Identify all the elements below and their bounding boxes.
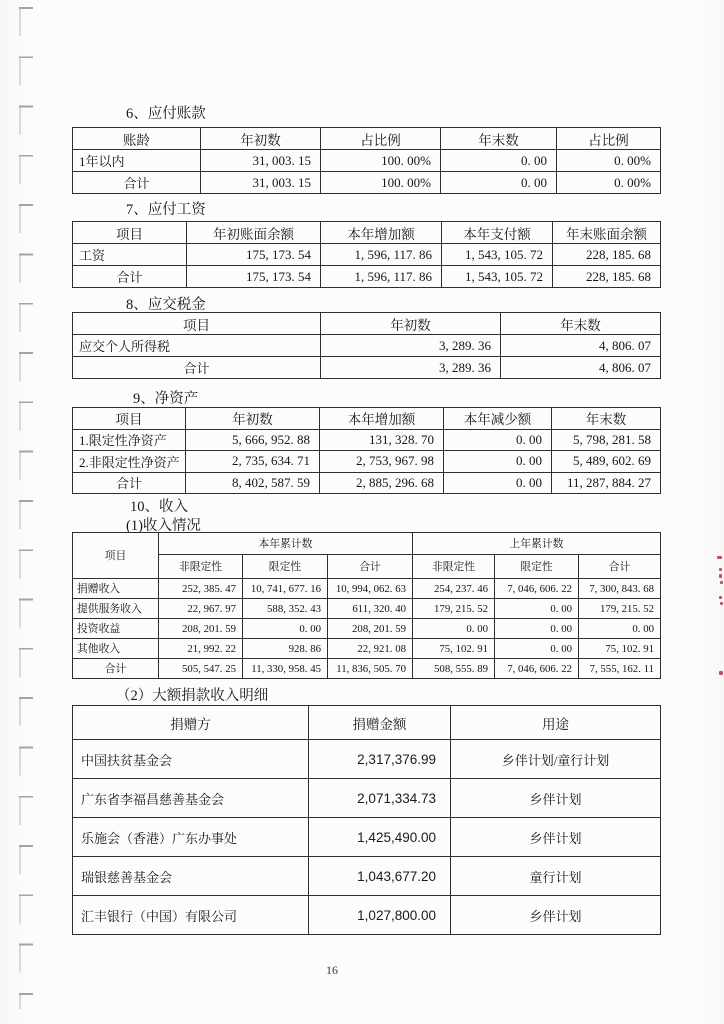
row-label: 合计: [73, 659, 159, 679]
row-label: 应交个人所得税: [73, 335, 321, 357]
table-header-row: [73, 313, 661, 335]
cell-value: 31, 003. 15: [201, 172, 321, 194]
column-header: 项目: [73, 313, 321, 335]
donation-amount: 1,027,800.00: [309, 896, 451, 935]
section-title-income: 10、收入: [130, 499, 188, 515]
red-ink-mark: [719, 574, 722, 578]
cell-value: 31, 003. 15: [201, 150, 321, 172]
table-row: [73, 818, 661, 857]
column-header: 年末数: [552, 408, 661, 430]
cell-value: 254, 237. 46: [413, 579, 495, 599]
donation-purpose: 乡伴计划: [451, 779, 661, 818]
row-label: 1年以内: [73, 150, 201, 172]
red-ink-mark: [720, 602, 723, 605]
row-label: 其他收入: [73, 639, 159, 659]
cell-value: 0. 00: [413, 619, 495, 639]
column-header: 年初数: [321, 313, 501, 335]
column-header: 非限定性: [413, 555, 495, 579]
table-row: [73, 639, 661, 659]
cell-value: 228, 185. 68: [553, 266, 661, 288]
page-number: 16: [326, 963, 338, 977]
table-row: [73, 451, 661, 473]
wages-payable-table: [72, 221, 661, 288]
group-header-current-year: 本年累计数: [159, 533, 413, 555]
red-ink-mark: [719, 568, 722, 571]
cell-value: 7, 555, 162. 11: [579, 659, 661, 679]
table-row: [73, 150, 661, 172]
row-label: 1.限定性净资产: [73, 429, 186, 451]
cell-value: 928. 86: [243, 639, 328, 659]
column-header: 限定性: [243, 555, 328, 579]
table-total-row: [73, 266, 661, 288]
cell-value: 7, 300, 843. 68: [579, 579, 661, 599]
red-ink-mark: [720, 581, 723, 584]
section-title-accounts-payable: 6、应付账款: [126, 106, 206, 122]
cell-value: 0. 00: [441, 150, 557, 172]
column-header: 占比例: [557, 128, 661, 150]
section-title-wages-payable: 7、应付工资: [126, 202, 206, 218]
cell-value: 11, 836, 505. 70: [328, 659, 413, 679]
donation-amount: 2,071,334.73: [309, 779, 451, 818]
cell-value: 5, 798, 281. 58: [552, 429, 661, 451]
cell-value: 75, 102. 91: [413, 639, 495, 659]
row-label: 合计: [73, 472, 186, 494]
net-assets-table: [72, 407, 661, 494]
cell-value: 8, 402, 587. 59: [186, 472, 320, 494]
cell-value: 252, 385. 47: [159, 579, 243, 599]
cell-value: 588, 352. 43: [243, 599, 328, 619]
cell-value: 1, 596, 117. 86: [321, 244, 442, 266]
table-total-row: [73, 172, 661, 194]
cell-value: 0. 00: [243, 619, 328, 639]
column-header: 本年增加额: [321, 222, 442, 244]
red-ink-mark: [719, 596, 722, 599]
column-header: 年末数: [441, 128, 557, 150]
column-header: 账龄: [73, 128, 201, 150]
column-header: 年初账面余额: [187, 222, 321, 244]
column-header: 年初数: [186, 408, 320, 430]
column-header: 年末数: [501, 313, 661, 335]
section-title-net-assets: 9、净资产: [133, 391, 199, 407]
column-header: 非限定性: [159, 555, 243, 579]
table-total-row: [73, 659, 661, 679]
table-header-row: [73, 128, 661, 150]
column-header: 用途: [451, 706, 661, 740]
cell-value: 0. 00: [495, 599, 579, 619]
cell-value: 179, 215. 52: [579, 599, 661, 619]
column-header: 项目: [73, 408, 186, 430]
accounts-payable-table: [72, 127, 661, 194]
section-title-taxes-payable: 8、应交税金: [126, 297, 206, 313]
major-donations-table: [72, 705, 661, 935]
cell-value: 508, 555. 89: [413, 659, 495, 679]
subsection-title-income-detail: (1)收入情况: [126, 518, 201, 534]
cell-value: 0. 00: [495, 639, 579, 659]
cell-value: 7, 046, 606. 22: [495, 579, 579, 599]
donation-purpose: 乡伴计划: [451, 818, 661, 857]
column-header: 合计: [328, 555, 413, 579]
cell-value: 22, 967. 97: [159, 599, 243, 619]
column-header: 年末账面余额: [553, 222, 661, 244]
subsection-title-major-donations: （2）大额捐款收入明细: [116, 688, 269, 704]
table-header-row: [73, 222, 661, 244]
red-ink-mark: [717, 556, 722, 559]
cell-value: 3, 289. 36: [321, 335, 501, 357]
donation-purpose: 乡伴计划: [451, 896, 661, 935]
cell-value: 0. 00%: [557, 150, 661, 172]
column-header: 项目: [73, 222, 187, 244]
cell-value: 0. 00: [444, 472, 552, 494]
column-header: 本年支付额: [442, 222, 553, 244]
cell-value: 11, 330, 958. 45: [243, 659, 328, 679]
donation-purpose: 乡伴计划/童行计划: [451, 740, 661, 779]
donor-name: 乐施会（香港）广东办事处: [73, 818, 309, 857]
donation-amount: 1,425,490.00: [309, 818, 451, 857]
cell-value: 1, 543, 105. 72: [442, 244, 553, 266]
cell-value: 2, 735, 634. 71: [186, 451, 320, 473]
row-label: 合计: [73, 266, 187, 288]
table-row: [73, 579, 661, 599]
cell-value: 11, 287, 884. 27: [552, 472, 661, 494]
cell-value: 5, 489, 602. 69: [552, 451, 661, 473]
row-label: 工资: [73, 244, 187, 266]
donor-name: 汇丰银行（中国）有限公司: [73, 896, 309, 935]
table-row: [73, 599, 661, 619]
donor-name: 瑞银慈善基金会: [73, 857, 309, 896]
cell-value: 0. 00: [441, 172, 557, 194]
cell-value: 100. 00%: [321, 172, 441, 194]
column-header: 占比例: [321, 128, 441, 150]
donation-amount: 2,317,376.99: [309, 740, 451, 779]
cell-value: 0. 00: [495, 619, 579, 639]
row-label: 捐赠收入: [73, 579, 159, 599]
cell-value: 2, 753, 967. 98: [320, 451, 444, 473]
donation-purpose: 童行计划: [451, 857, 661, 896]
corner-header: 项目: [73, 533, 159, 579]
cell-value: 10, 994, 062. 63: [328, 579, 413, 599]
cell-value: 4, 806. 07: [501, 335, 661, 357]
table-subheader-row: [73, 555, 661, 579]
row-label: 合计: [73, 357, 321, 379]
cell-value: 75, 102. 91: [579, 639, 661, 659]
cell-value: 100. 00%: [321, 150, 441, 172]
table-row: [73, 779, 661, 818]
cell-value: 3, 289. 36: [321, 357, 501, 379]
taxes-payable-table: [72, 312, 661, 379]
cell-value: 611, 320. 40: [328, 599, 413, 619]
cell-value: 175, 173. 54: [187, 244, 321, 266]
cell-value: 505, 547. 25: [159, 659, 243, 679]
column-header: 年初数: [201, 128, 321, 150]
table-row: [73, 335, 661, 357]
column-header: 限定性: [495, 555, 579, 579]
cell-value: 208, 201. 59: [159, 619, 243, 639]
cell-value: 0. 00%: [557, 172, 661, 194]
group-header-prior-year: 上年累计数: [413, 533, 661, 555]
income-summary-table: [72, 532, 661, 679]
cell-value: 5, 666, 952. 88: [186, 429, 320, 451]
column-header: 本年减少额: [444, 408, 552, 430]
row-label: 2.非限定性净资产: [73, 451, 186, 473]
column-header: 捐赠金额: [309, 706, 451, 740]
table-row: [73, 896, 661, 935]
table-header-row: [73, 706, 661, 740]
cell-value: 228, 185. 68: [553, 244, 661, 266]
cell-value: 22, 921. 08: [328, 639, 413, 659]
table-row: [73, 740, 661, 779]
cell-value: 21, 992. 22: [159, 639, 243, 659]
row-label: 提供服务收入: [73, 599, 159, 619]
cell-value: 4, 806. 07: [501, 357, 661, 379]
table-row: [73, 244, 661, 266]
red-ink-mark: [719, 671, 723, 675]
column-header: 合计: [579, 555, 661, 579]
cell-value: 1, 543, 105. 72: [442, 266, 553, 288]
table-row: [73, 619, 661, 639]
table-total-row: [73, 357, 661, 379]
column-header: 捐赠方: [73, 706, 309, 740]
cell-value: 1, 596, 117. 86: [321, 266, 442, 288]
donor-name: 中国扶贫基金会: [73, 740, 309, 779]
table-row: [73, 857, 661, 896]
column-header: 本年增加额: [320, 408, 444, 430]
cell-value: 208, 201. 59: [328, 619, 413, 639]
row-label: 投资收益: [73, 619, 159, 639]
table-total-row: [73, 472, 661, 494]
cell-value: 131, 328. 70: [320, 429, 444, 451]
binding-holes-marks: [19, 7, 34, 1009]
cell-value: 7, 046, 606. 22: [495, 659, 579, 679]
cell-value: 175, 173. 54: [187, 266, 321, 288]
table-header-row: [73, 408, 661, 430]
cell-value: 10, 741, 677. 16: [243, 579, 328, 599]
cell-value: 0. 00: [444, 429, 552, 451]
cell-value: 2, 885, 296. 68: [320, 472, 444, 494]
donation-amount: 1,043,677.20: [309, 857, 451, 896]
table-row: [73, 429, 661, 451]
row-label: 合计: [73, 172, 201, 194]
donor-name: 广东省李福昌慈善基金会: [73, 779, 309, 818]
table-group-header-row: [73, 533, 661, 555]
cell-value: 179, 215. 52: [413, 599, 495, 619]
cell-value: 0. 00: [444, 451, 552, 473]
cell-value: 0. 00: [579, 619, 661, 639]
